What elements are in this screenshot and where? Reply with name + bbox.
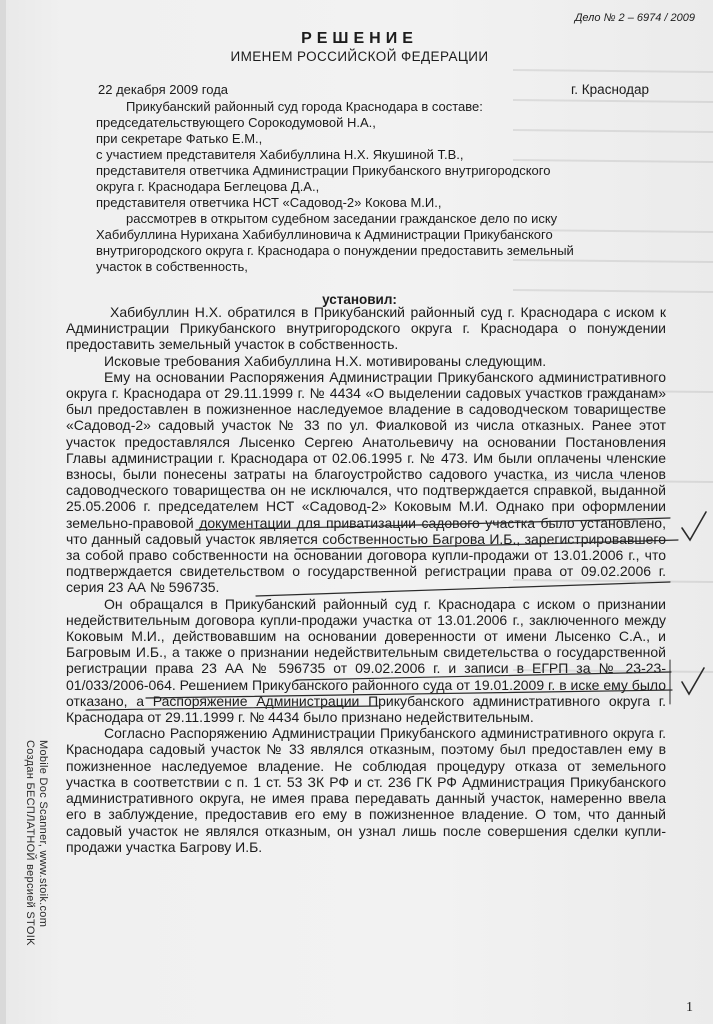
secretary-line: при секретаре Фатько Е.М., (96, 131, 263, 146)
paragraph: Он обращался в Прикубанский районный суд г. Краснодара с иском о признании недействительным договора купли-продажи участка от 13.01.2006 г., заключенного между Коковым М.И., действовавшим на основании доверенности от имени Лысенко С.А., и Багровым И.Б., а также о признании недействительным свидетельства о государственной регистрации права 23 АА № 596735 от 09.02.2006 г. и записи в ЕГРП за № 23-23-01/033/2006-064. Решением Прикубанского районного суда от 19.01.2009 г. в иске ему было отказано, а Распоряжение Администрации Прикубанского административного округа г. Краснодара от 29.11.1999 г. № 4434 было признано недействительным. (66, 595, 666, 726)
document-subtitle: ИМЕНЕМ РОССИЙСКОЙ ФЕДЕРАЦИИ (230, 49, 489, 64)
defendant-representative-line-cont: округа г. Краснодара Беглецова Д.А., (96, 179, 320, 194)
paragraph: Ему на основании Распоряжения Администрации Прикубанского административного округа г. Краснодара от 29.11.1999 г. № 4434 «О выделении садовых участков гражданам» был предоставлен в пожизненное наследуемое владение в садоводческом товариществе «Садовод-2» садовый участок № 33 по ул. Фиалковой из числа отказных. Ранее этот участок предоставлялся Лысенко Сергею Анатольевичу на основании Постановления Главы администрации г. Краснодара от 02.06.1995 г. № 473. Им были оплачены членские взносы, были понесены затраты на благоустройство садового участка, из числа членов садоводческого товарищества он не исключался, что подтверждается справкой, выданной 25.05.2006 г. председателем НСТ «Садовод-2» Коковым М.И. Однако при оформлении земельно-правовой документации для приватизации садового участка было установлено, что данный садовый участок является собственностью Багрова И.Б., зарегистрировавшего за собой право собственности на основании договора купли-продажи от 13.01.2006 г., что подтверждается свидетельством о государственной регистрации права от 09.02.2006 г. серия 23 АА № 596735. (66, 368, 666, 596)
page-number: 1 (686, 1000, 693, 1015)
decision-body (66, 304, 666, 855)
decision-date: 22 декабря 2009 года (98, 82, 229, 97)
case-description-line: Хабибуллина Нурихана Хабибуллиновича к Администрации Прикубанского (96, 227, 553, 242)
watermark-line: Создан БЕСПЛАТНОЙ версией STOIK (24, 740, 36, 946)
section-heading-established: установил: (322, 292, 397, 307)
document-page (6, 0, 713, 1024)
nst-representative-line: представителя ответчика НСТ «Садовод-2» Кокова М.И., (96, 195, 442, 210)
paragraph: Согласно Распоряжению Администрации Прикубанского административного округа г. Краснодара садовый участок № 33 являлся отказным, поэтому был предоставлен ему в пожизненное наследуемое владение. Не соблюдая процедуру отказа от земельного участка в соответствии с п. 1 ст. 53 ЗК РФ и ст. 236 ГК РФ Администрация Прикубанского административного округа, не имея права передавать данный участок, намеренно ввела его в заблуждение, предоставив его ему в пожизненное владение. О том, что данный садовый участок не являлся отказным, он узнал лишь после совершения сделки купли-продажи участка Багрову И.Б. (66, 725, 666, 855)
watermark-line: Mobile Doc Scanner, www.stoik.com (37, 740, 49, 928)
paragraph: Хабибуллин Н.Х. обратился в Прикубанский районный суд г. Краснодара с иском к Администрации Прикубанского внутригородского округа г. Краснодара о понуждении предоставить земельный участок в собственность. (66, 304, 666, 353)
case-description-line: внутригородского округа г. Краснодара о понуждении предоставить земельный (96, 243, 574, 258)
case-description-line: рассмотрев в открытом судебном заседании гражданское дело по иску (126, 211, 558, 226)
paragraph: Исковые требования Хабибуллина Н.Х. мотивированы следующим. (104, 352, 547, 369)
plaintiff-representative-line: с участием представителя Хабибуллина Н.Х. Якушиной Т.В., (96, 147, 464, 162)
document-title: РЕШЕНИЕ (301, 30, 418, 47)
case-number: Дело № 2 – 6974 / 2009 (574, 12, 695, 24)
presiding-judge-line: председательствующего Сорокодумовой Н.А., (96, 115, 376, 130)
defendant-representative-line: представителя ответчика Администрации Прикубанского внутригородского (96, 163, 551, 178)
case-description-line: участок в собственность, (96, 259, 248, 274)
scanner-watermark (14, 740, 50, 980)
court-composition-line: Прикубанский районный суд города Краснодара в составе: (126, 99, 483, 114)
decision-place: г. Краснодар (571, 82, 649, 97)
